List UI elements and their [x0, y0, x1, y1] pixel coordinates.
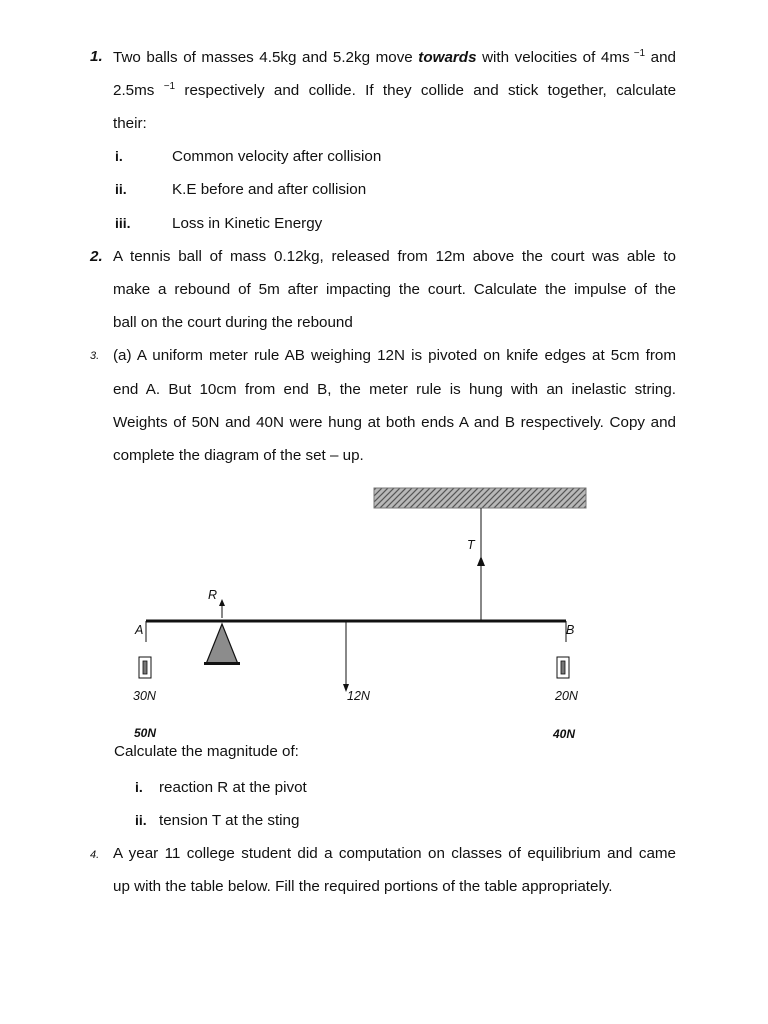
q3-line-1: (a) A uniform meter rule AB weighing 12N is pivoted on knife edges at 5cm from	[113, 347, 676, 364]
label-r: R	[208, 588, 218, 602]
q3-item-roman: ii.	[135, 812, 147, 828]
label-a: A	[135, 623, 144, 637]
label-weight-right: 20N	[555, 689, 578, 703]
pivot-base	[204, 662, 240, 665]
label-t: T	[467, 538, 475, 552]
q1-item-text: Loss in Kinetic Energy	[172, 215, 323, 232]
q4-line-2: up with the table below. Fill the required portions of the table appropriately.	[113, 878, 613, 895]
q1-item-text: Common velocity after collision	[172, 148, 382, 165]
label-b: B	[566, 623, 575, 637]
q3-line-4: complete the diagram of the set – up.	[113, 447, 364, 464]
q3-item-text: reaction R at the pivot	[159, 779, 307, 796]
tension-arrow	[477, 556, 485, 566]
q2-line-3: ball on the court during the rebound	[113, 314, 353, 331]
label-below-right: 40N	[553, 727, 576, 741]
q3-item-text: tension T at the sting	[159, 812, 300, 829]
q2-line-1: A tennis ball of mass 0.12kg, released from 12m above the court was able to	[113, 248, 676, 265]
ceiling-support	[374, 488, 586, 508]
q1-item-roman: i.	[115, 148, 123, 164]
q3-line-3: Weights of 50N and 40N were hung at both ends A and B respectively. Copy and	[113, 414, 676, 431]
q1-item-text: K.E before and after collision	[172, 181, 367, 198]
q2-line-2: make a rebound of 5m after impacting the court. Calculate the impulse of the	[113, 281, 676, 298]
label-below-left: 50N	[134, 726, 157, 740]
q4-number: 4.	[90, 849, 100, 861]
q2-number: 2.	[90, 248, 103, 265]
q1-line-1: Two balls of masses 4.5kg and 5.2kg move towards with velocities of 4ms $^{-1}$ and	[113, 48, 676, 66]
q1-number: 1.	[90, 48, 103, 65]
q1-line-2: 2.5ms $^{-1}$ respectively and collide. If they collide and stick together, calculate	[113, 81, 677, 99]
label-weight-left: 30N	[133, 689, 156, 703]
q1-item-roman: ii.	[115, 181, 127, 197]
reaction-arrow	[219, 599, 225, 606]
q3-item-roman: i.	[135, 779, 143, 795]
knife-edge-pivot	[206, 624, 238, 664]
q4-line-1: A year 11 college student did a computation on classes of equilibrium and came	[113, 845, 676, 862]
q3-line-2: end A. But 10cm from end B, the meter rule is hung with an inelastic string.	[113, 381, 676, 398]
q3-number: 3.	[90, 350, 100, 362]
q1-line-3: their:	[113, 115, 147, 132]
label-weight-mid: 12N	[347, 689, 370, 703]
q1-item-roman: iii.	[115, 215, 131, 231]
q3-calc-heading: Calculate the magnitude of:	[114, 743, 299, 760]
